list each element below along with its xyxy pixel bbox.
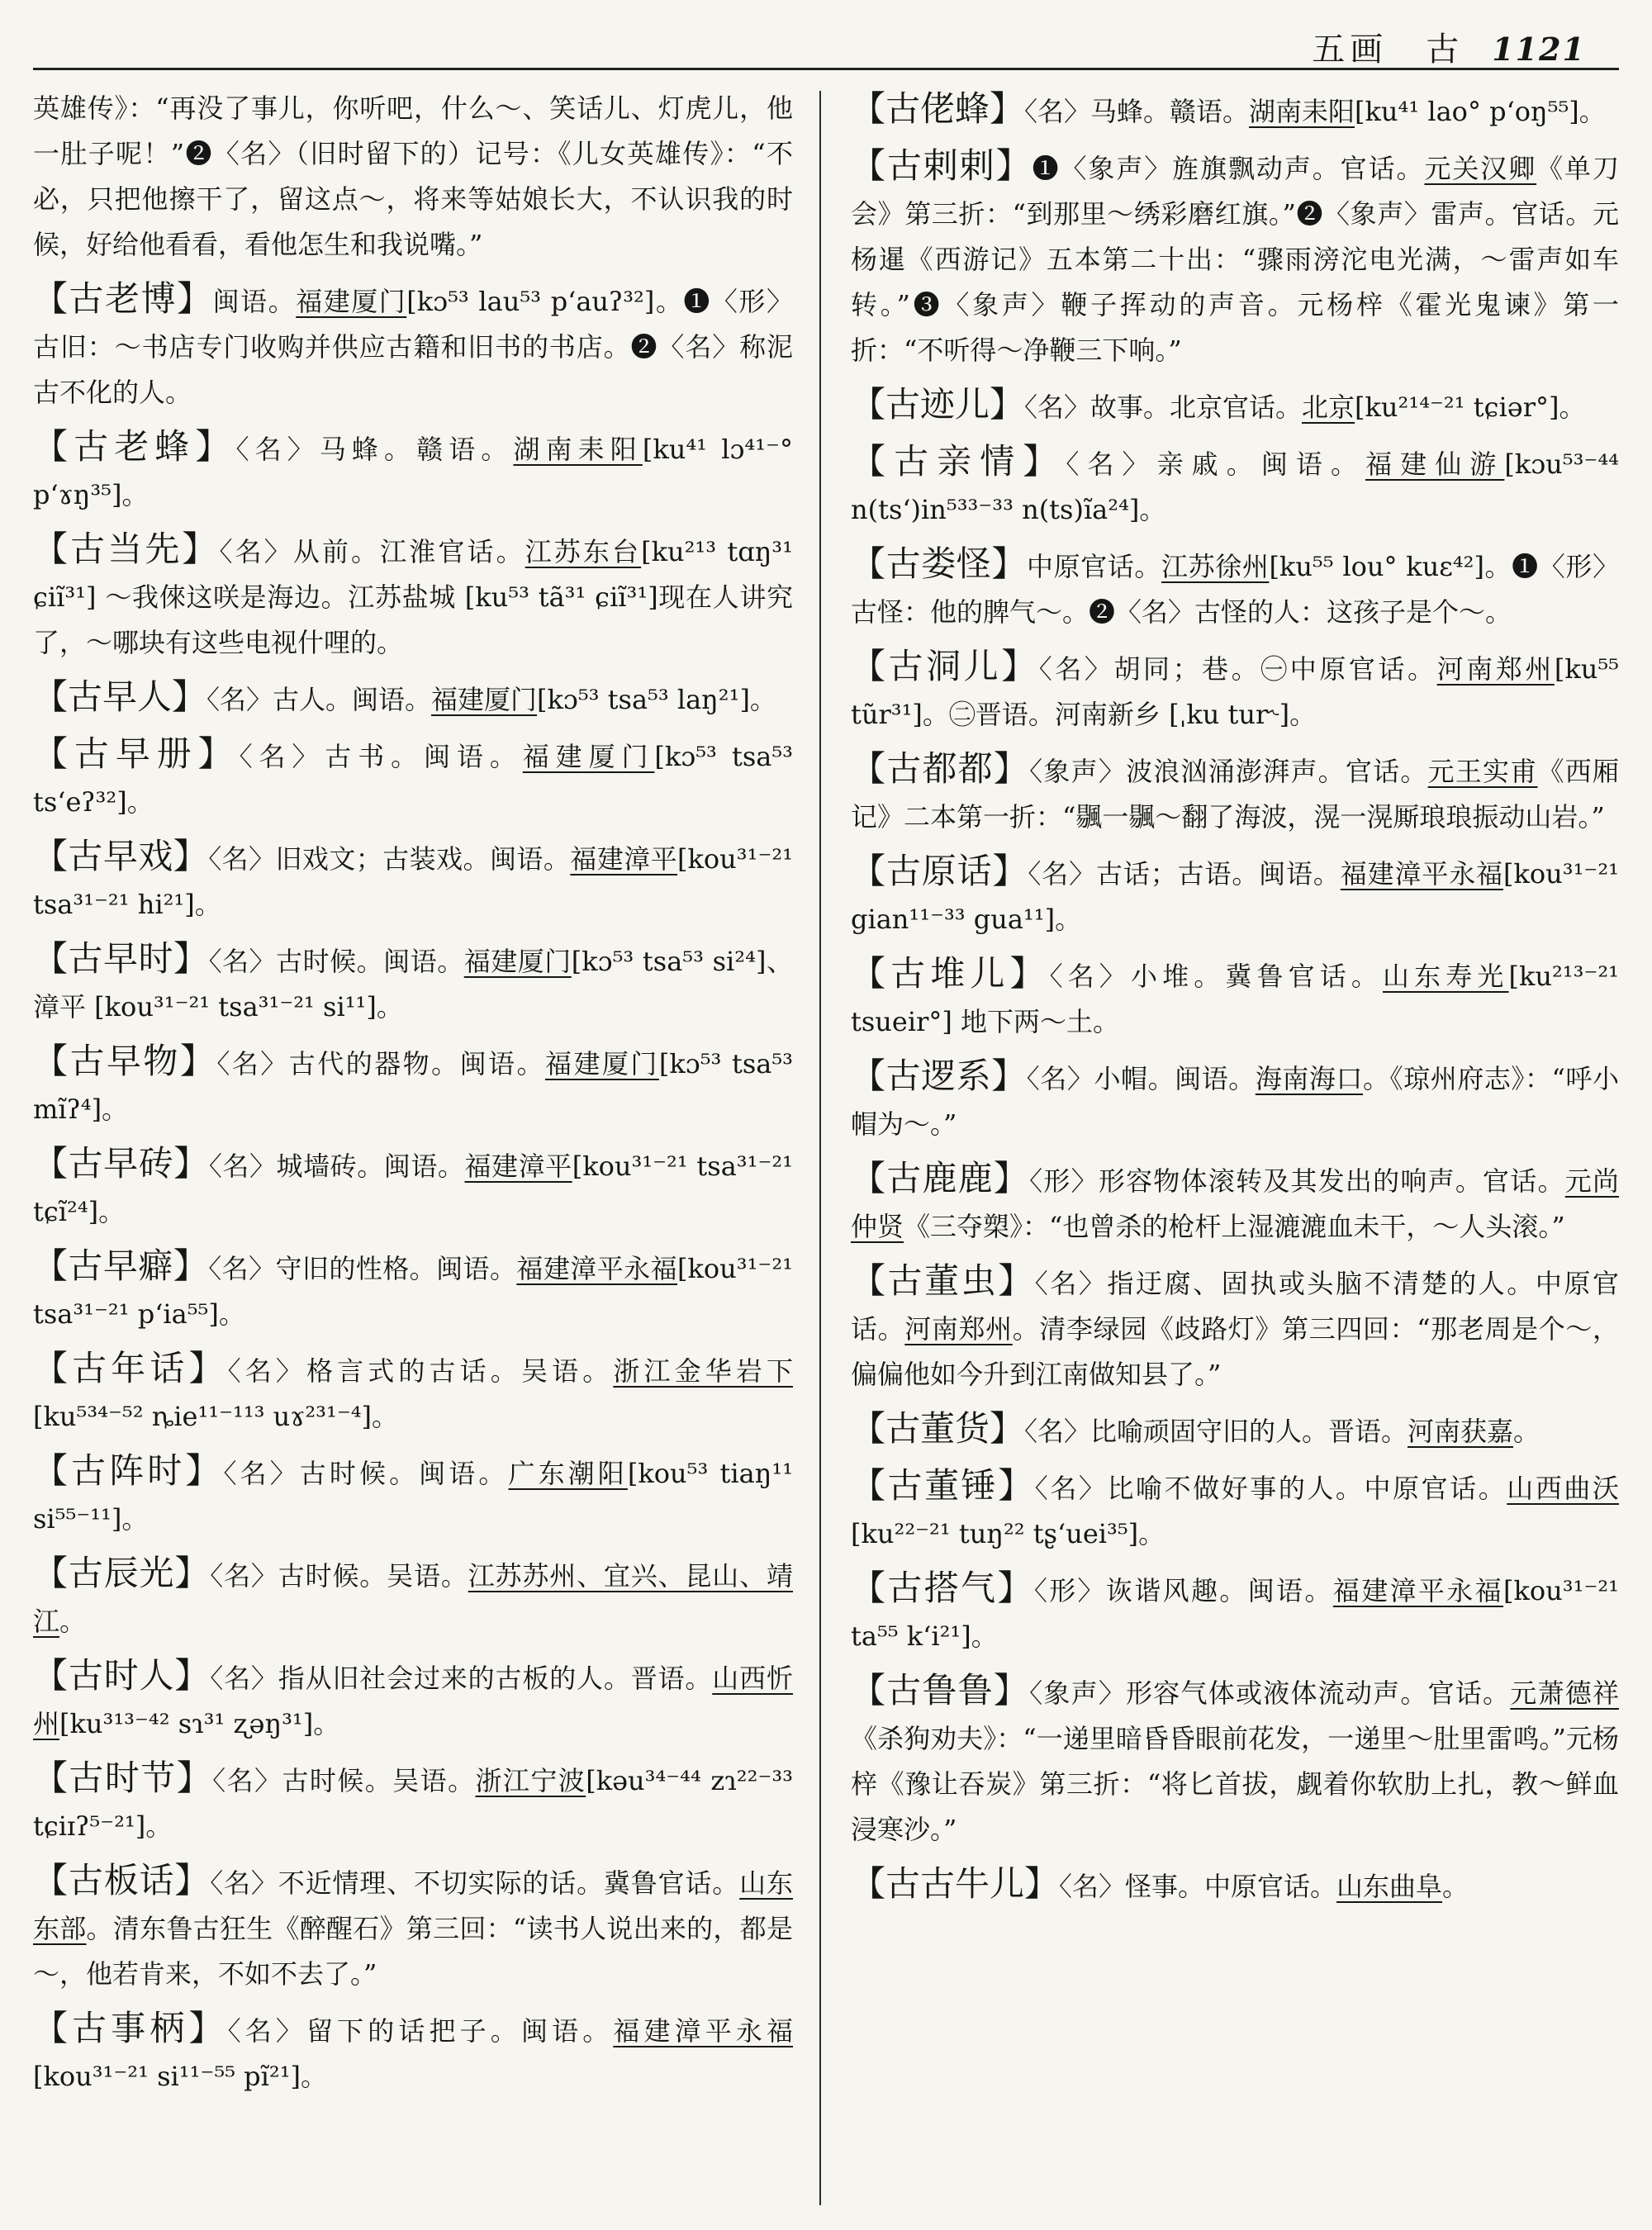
dictionary-entry <box>851 143 1619 373</box>
dictionary-entry <box>33 1141 793 1235</box>
entry-definition: 〈名〉亲戚。闽语。 <box>1066 448 1366 480</box>
pronunciation: [ku⁴¹ lao° pʻoŋ⁵⁵]。 <box>1355 96 1606 127</box>
place-name: 山东东部 <box>33 1867 793 1944</box>
dictionary-entry <box>33 1345 793 1440</box>
pronunciation: 。 <box>1442 1871 1469 1902</box>
entry-definition: 〈名〉马蜂。赣语。 <box>235 434 514 465</box>
pronunciation: [ku⁵⁵ lou° kuɛ⁴²]。 <box>1269 551 1512 582</box>
entry-definition: 闽语。 <box>212 286 297 317</box>
headword: 【古原话】 <box>851 851 1028 891</box>
pronunciation: [kəu³⁴⁻⁴⁴ zɿ²²⁻³³ tɕiɪʔ⁵⁻²¹]。 <box>33 1765 793 1842</box>
entry-definition: 〈象声〉波浪汹涌澎湃声。官话。 <box>1029 756 1428 787</box>
headword: 【古娄怪】 <box>851 543 1028 584</box>
headword: 【古年话】 <box>33 1348 228 1388</box>
entry-definition: 〈名〉胡同；巷。㊀中原官话。 <box>1038 653 1437 685</box>
pronunciation: 《西厢记》二本第一折：“䬗一䬗～翻了海波，滉一滉厮琅琅振动山岩。” <box>851 756 1619 833</box>
headword: 【古鹿鹿】 <box>851 1158 1030 1198</box>
place-name: 山西忻州 <box>33 1663 793 1739</box>
pronunciation: 《杀狗劝夫》：“一递里暗昏昏眼前花发，一递里～肚里雷鸣。” <box>851 1723 1566 1754</box>
entry-definition: 中原官话。 <box>1027 551 1162 582</box>
dictionary-entry <box>851 1463 1619 1557</box>
headword: 【古辰光】 <box>33 1553 211 1593</box>
headword: 【古早砖】 <box>33 1143 209 1184</box>
headword: 【古搭气】 <box>851 1568 1034 1608</box>
headword: 【古董锤】 <box>851 1465 1035 1506</box>
pronunciation: [ku²¹⁴⁻²¹ tɕiər°]。 <box>1355 391 1586 423</box>
headword: 【古早人】 <box>33 676 207 717</box>
entry-definition: 〈名〉古时候。吴语。 <box>212 1765 476 1796</box>
dictionary-entry <box>33 674 793 723</box>
pronunciation: [kɔ⁵³ lau⁵³ pʻauʔ³²]。 <box>406 286 684 317</box>
headword: 【古逻系】 <box>851 1056 1027 1096</box>
place-name: 北京 <box>1302 391 1355 423</box>
place-name: 浙江宁波 <box>475 1765 586 1796</box>
place-name: 福建仙游 <box>1365 448 1505 480</box>
pronunciation: [kɔ⁵³ tsa⁵³ mĩʔ⁴]。 <box>33 1048 793 1125</box>
dictionary-entry <box>33 1243 793 1337</box>
place-name: 湖南耒阳 <box>513 434 643 465</box>
dictionary-entry <box>851 848 1619 942</box>
column-divider <box>819 91 821 2205</box>
entry-definition: 〈名〉古时候。闽语。 <box>223 1458 509 1489</box>
headword: 【古迹儿】 <box>851 384 1025 425</box>
place-name: 福建漳平 <box>464 1151 572 1182</box>
headword: 【古剌剌】 <box>851 145 1032 186</box>
headword: 【古堆儿】 <box>851 953 1050 994</box>
pronunciation: [ku⁵³⁴⁻⁵² ȵie¹¹⁻¹¹³ uɤ²³¹⁻⁴]。 <box>33 1401 399 1432</box>
place-name: 江苏东台 <box>525 536 642 567</box>
entry-definition: 〈名〉比喻不做好事的人。中原官话。 <box>1034 1473 1507 1504</box>
place-name: 福建厦门 <box>431 684 538 715</box>
section-title: 五画 古 <box>1312 31 1464 69</box>
left-column <box>33 86 793 2209</box>
headword: 【古事柄】 <box>33 2008 228 2048</box>
entry-definition: 〈名〉不近情理、不切实际的话。冀鲁官话。 <box>210 1867 740 1899</box>
continuation-text: 英雄传》：“再没了事儿，你听吧，什么～、笑话儿、灯虎儿，他一肚子呢！”❷〈名〉（旧时留下的）记号：《儿女英雄传》：“不必，只把他擦干了，留这点～，将来等姑娘长大，不认识我的时候，好给他看看，看他怎生和我说嘴。” <box>33 93 793 260</box>
dictionary-entry <box>851 951 1619 1045</box>
place-name: 元萧德祥 <box>1510 1677 1619 1709</box>
entry-definition: 〈名〉留下的话把子。闽语。 <box>227 2015 614 2047</box>
place-name: 福建厦门 <box>296 286 407 317</box>
dictionary-entry <box>33 1550 793 1644</box>
pronunciation: [kɔ⁵³ tsa⁵³ laŋ²¹]。 <box>537 684 776 715</box>
entry-definition: 〈名〉小帽。闽语。 <box>1026 1063 1256 1094</box>
right-entries <box>851 86 1619 1910</box>
place-name: 福建漳平 <box>570 843 678 875</box>
pronunciation: [ku⁵⁵ tũr³¹]。㊁晋语。河南新乡 [ˌku tur˞]。 <box>851 653 1619 730</box>
place-name: 山东曲阜 <box>1336 1871 1443 1902</box>
dictionary-entry <box>851 86 1619 135</box>
entry-definition: 〈名〉守旧的性格。闽语。 <box>208 1253 517 1284</box>
place-name: 福建漳平永福 <box>613 2015 793 2047</box>
pronunciation: 。清李绿园《歧路灯》第三四回：“那老周是个～，偏偏他如今升到江南做知县了。” <box>851 1313 1619 1390</box>
entry-definition: 〈象声〉形容气体或液体流动声。官话。 <box>1029 1677 1511 1709</box>
entry-extra: ❷〈象声〉雷声。官话。元杨暹《西游记》五本第二十出：“骤雨滂沱电光满，～雷声如车转。”❸〈象声〉鞭子挥动的声音。元杨梓《霍光鬼谏》第一折：“不听得～净鞭三下响。” <box>851 198 1619 366</box>
headword: 【古早册】 <box>33 733 240 774</box>
place-name: 福建厦门 <box>463 946 572 977</box>
entry-definition: 〈形〉诙谐风趣。闽语。 <box>1033 1575 1333 1606</box>
pronunciation: [kou³¹⁻²¹ gian¹¹⁻³³ gua¹¹]。 <box>851 858 1619 935</box>
place-name: 福建厦门 <box>522 741 655 772</box>
dictionary-entry <box>851 643 1619 738</box>
right-column <box>851 86 1619 2209</box>
pronunciation: [kou³¹⁻²¹ tsa³¹⁻²¹ pʻia⁵⁵]。 <box>33 1253 793 1330</box>
entry-definition: 〈名〉古时候。吴语。 <box>210 1560 468 1592</box>
entry-extra: ❶〈形〉古旧：～书店专门收购并供应古籍和旧书的书店。❷〈名〉称泥古不化的人。 <box>33 286 793 408</box>
entry-definition: 〈名〉旧戏文；古装戏。闽语。 <box>208 843 571 875</box>
entry-definition: 〈名〉格言式的古话。吴语。 <box>227 1355 614 1387</box>
dictionary-entry <box>33 833 793 928</box>
headword: 【古董货】 <box>851 1408 1025 1449</box>
pronunciation: [ku²¹³⁻²¹ tsueir°] 地下两～土。 <box>851 961 1619 1037</box>
pronunciation: [kou³¹⁻²¹ tsa³¹⁻²¹ hi²¹]。 <box>33 843 793 920</box>
headword: 【古早物】 <box>33 1041 217 1081</box>
header-text <box>1312 23 1586 70</box>
dictionary-entry <box>851 1406 1619 1454</box>
pronunciation: [ku²¹³ tɑŋ³¹ ɕiĩ³¹] ～我倈这咲是海边。 <box>33 536 793 613</box>
entry-definition: 〈名〉指迂腐、固执或头脑不清楚的人。中原官话。 <box>851 1268 1619 1345</box>
headword: 【古都都】 <box>851 748 1030 789</box>
dictionary-entry <box>33 276 793 415</box>
pronunciation: [kou⁵³ tiaŋ¹¹ si⁵⁵⁻¹¹]。 <box>33 1458 793 1535</box>
pronunciation: 。 <box>86 1913 113 1944</box>
headword: 【古鲁鲁】 <box>851 1670 1030 1710</box>
pronunciation: 《单刀会》第三折：“到那里～绣彩磨红旗。” <box>851 153 1619 230</box>
page-number: 1121 <box>1492 31 1586 68</box>
entry-definition: 〈名〉指从旧社会过来的古板的人。晋语。 <box>210 1663 713 1694</box>
dictionary-entry <box>851 1668 1619 1853</box>
page-header <box>33 18 1619 70</box>
pronunciation: 。 <box>59 1606 87 1637</box>
entry-definition: 〈名〉古话；古语。闽语。 <box>1028 858 1341 890</box>
place-name: 福建厦门 <box>545 1048 659 1079</box>
place-name: 湖南耒阳 <box>1249 96 1355 127</box>
headword: 【古老博】 <box>33 278 213 319</box>
pronunciation: [kɔu⁵³⁻⁴⁴ n(tsʻ)in⁵³³⁻³³ n(ts)ĩa²⁴]。 <box>851 448 1619 525</box>
dictionary-entry <box>33 1858 793 1997</box>
headword: 【古时节】 <box>33 1758 213 1798</box>
pronunciation: [ku³¹³⁻⁴² sɿ³¹ ʐəŋ³¹]。 <box>59 1708 340 1739</box>
headword: 【古时人】 <box>33 1655 211 1696</box>
left-entries <box>33 276 793 2100</box>
dictionary-entry <box>851 1155 1619 1250</box>
headword: 【古董虫】 <box>851 1260 1035 1301</box>
entry-definition: 〈名〉马蜂。赣语。 <box>1024 96 1250 127</box>
headword: 【古老蜂】 <box>33 426 236 467</box>
place-name: 山东寿光 <box>1382 961 1509 992</box>
entry-definition: 〈名〉古人。闽语。 <box>206 684 432 715</box>
place-name: 元关汉卿 <box>1424 153 1537 184</box>
place-name: 福建漳平永福 <box>516 1253 678 1284</box>
dictionary-entry <box>33 936 793 1030</box>
place-name: 河南郑州 <box>1436 653 1555 685</box>
dictionary-entry <box>33 2005 793 2100</box>
place-name: 元尚仲贤 <box>851 1165 1619 1242</box>
entry-definition: 〈名〉古时候。闽语。 <box>208 946 464 977</box>
pronunciation: [kou³¹⁻²¹ tsa³¹⁻²¹ tɕĩ²⁴]。 <box>33 1151 793 1227</box>
headword: 【古洞儿】 <box>851 646 1039 686</box>
entry-definition: 〈名〉比喻顽固守旧的人。晋语。 <box>1024 1416 1408 1447</box>
entry-definition: 〈名〉故事。北京官话。 <box>1024 391 1303 423</box>
headword: 【古古牛儿】 <box>851 1863 1060 1904</box>
dictionary-entry <box>851 1861 1619 1910</box>
entry-extra: ❶〈形〉古怪：他的脾气～。❷〈名〉古怪的人：这孩子是个～。 <box>851 551 1619 628</box>
dictionary-entry <box>33 424 793 518</box>
pronunciation: [kɔ⁵³ tsa⁵³ si²⁴]、漳平 [kou³¹⁻²¹ tsa³¹⁻²¹ si¹¹]。 <box>33 946 793 1022</box>
pronunciation: [ku²²⁻²¹ tuŋ²² tʂʻuei³⁵]。 <box>851 1518 1165 1549</box>
place-name: 山西曲沃 <box>1507 1473 1619 1504</box>
entry-definition: 〈名〉城墙砖。闽语。 <box>208 1151 465 1182</box>
place-name: 海南海口 <box>1255 1063 1364 1094</box>
place-name: 元王实甫 <box>1427 756 1538 787</box>
headword: 【古阵时】 <box>33 1450 224 1491</box>
dictionary-entry <box>851 541 1619 635</box>
pronunciation: [ku⁴¹ lɔ⁴¹⁻° pʻɤŋ³⁵]。 <box>33 434 793 510</box>
entry-definition: 〈形〉形容物体滚转及其发出的响声。官话。 <box>1029 1165 1565 1197</box>
dictionary-entry <box>33 526 793 666</box>
headword: 【古当先】 <box>33 529 220 569</box>
place-name: 河南郑州 <box>904 1313 1013 1345</box>
entry-definition: 〈名〉怪事。中原官话。 <box>1059 1871 1337 1902</box>
headword: 【古早戏】 <box>33 836 209 876</box>
pronunciation: [kɔ⁵³ tsa⁵³ tsʻeʔ³²]。 <box>33 741 793 818</box>
place-name: 河南获嘉 <box>1408 1416 1514 1447</box>
place-name: 江苏徐州 <box>1161 551 1270 582</box>
place-name: 福建漳平永福 <box>1332 1575 1504 1606</box>
pronunciation: 。《琼州府志》：“呼小帽为～。” <box>851 1063 1619 1140</box>
entry-definition: 〈名〉古代的器物。闽语。 <box>216 1048 545 1079</box>
dictionary-entry <box>33 731 793 825</box>
pronunciation: [kou³¹⁻²¹ ta⁵⁵ kʻi²¹]。 <box>851 1575 1619 1652</box>
entry-extra: 清东鲁古狂生《醉醒石》第三回：“读书人说出来的，都是～，他若肯来，不如不去了。” <box>33 1913 793 1990</box>
dictionary-entry <box>851 382 1619 430</box>
place-name: 广东潮阳 <box>508 1458 628 1489</box>
pronunciation: 《三夺槊》：“也曾杀的枪杆上湿漉漉血未干，～人头滚。” <box>904 1211 1565 1242</box>
place-name: 浙江金华岩下 <box>613 1355 793 1387</box>
pronunciation: [kou³¹⁻²¹ si¹¹⁻⁵⁵ pĩ²¹]。 <box>33 2061 328 2092</box>
dictionary-entry <box>851 1258 1619 1397</box>
dictionary-entry <box>33 1448 793 1542</box>
dictionary-entry <box>851 1053 1619 1147</box>
headword: 【古亲情】 <box>851 441 1066 482</box>
dictionary-entry <box>33 1653 793 1747</box>
headword: 【古佬蜂】 <box>851 88 1025 129</box>
entry-extra: 元杨梓《豫让吞炭》第三折：“将匕首拔，觑着你软肋上扎，教～鲜血浸寒沙。” <box>851 1723 1619 1845</box>
entry-definition: 〈名〉古书。闽语。 <box>239 741 523 772</box>
headword: 【古板话】 <box>33 1860 211 1900</box>
dictionary-entry <box>851 1565 1619 1659</box>
dictionary-entry <box>851 746 1619 840</box>
place-name: 福建漳平永福 <box>1340 858 1504 890</box>
dictionary-entry <box>851 439 1619 533</box>
entry-definition: 〈名〉从前。江淮官话。 <box>219 536 525 567</box>
headword: 【古早癖】 <box>33 1245 209 1286</box>
dictionary-entry <box>33 1755 793 1849</box>
headword: 【古早时】 <box>33 938 209 979</box>
place-name: 江苏苏州、宜兴、昆山、靖江 <box>33 1560 793 1637</box>
dictionary-entry <box>33 1038 793 1132</box>
entry-definition: 〈名〉小堆。冀鲁官话。 <box>1049 961 1383 992</box>
pronunciation: 。 <box>1513 1416 1540 1447</box>
entry-definition: ❶〈象声〉旌旗飘动声。官话。 <box>1032 153 1425 184</box>
entry-extra: 江苏盐城 [ku⁵³ tã³¹ ɕiĩ³¹]现在人讲究了，～哪块有这些电视什哩的。 <box>33 581 793 658</box>
